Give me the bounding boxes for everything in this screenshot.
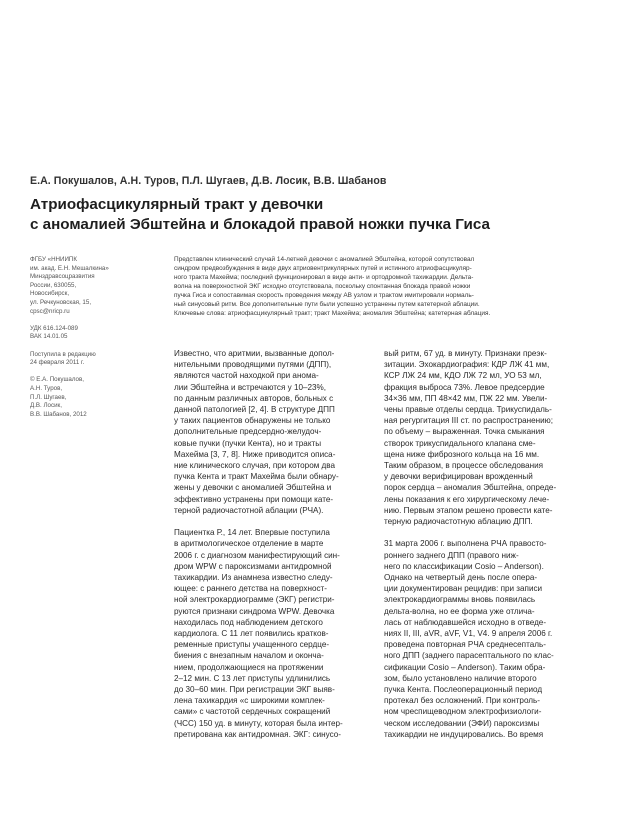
text-line: жены у девочки с аномалией Эбштейна и [174, 483, 332, 493]
abstract-line: Ключевые слова: атриофасцикулярный тракт; тракт Махейма; аномалия Эбштейна; катетерная аблация. [174, 309, 491, 317]
code-line: УДК 616.124-089 [30, 324, 78, 332]
text-line: тахикардии не индуцировались. Во время [384, 729, 544, 739]
abstract-line: Представлен клинический случай 14-летней девочки с аномалией Эбштейна, которой сопутствовал [174, 256, 475, 263]
affiliation-line: ул. Речкуновская, 15, [30, 298, 92, 306]
received-line: Поступила в редакцию [30, 350, 96, 358]
copyright-line: В.В. Шабанов, 2012 [30, 410, 87, 418]
text-line: ном чреспищеводном электрофизиологи- [384, 707, 542, 717]
text-line: сификации Cosio – Anderson). Таким обра- [384, 662, 546, 672]
received-date [30, 351, 160, 368]
text-line: по данным различных авторов, больных с [174, 393, 334, 403]
text-line: вый ритм, 67 уд. в минуту. Признаки преэк- [384, 349, 547, 358]
text-line: КСР ЛЖ 24 мм, КДО ЛЖ 72 мл, УО 53 мл, [384, 371, 542, 381]
body-column-right [384, 348, 594, 740]
text-line: эффективно устранены при помощи кате- [174, 494, 334, 504]
article-title [30, 195, 610, 235]
body-paragraph [174, 527, 369, 740]
text-line: сами» с частотой сердечных сокращений [174, 707, 331, 717]
text-line: в аритмологическое отделение в марте [174, 539, 324, 549]
text-line: претирована как антидромная. ЭКГ: синусо- [174, 729, 342, 739]
text-line: роннего заднего ДПП (правого ниж- [384, 550, 519, 560]
text-line: нием, продолжающиеся на протяжении [174, 662, 324, 672]
article-sidebar [30, 256, 160, 419]
text-line: биения с внезапным началом и оконча- [174, 651, 324, 661]
received-line: 24 февраля 2011 г. [30, 359, 85, 367]
text-line: лась от наблюдавшейся исходно в отведе- [384, 617, 547, 627]
text-line: Однако на четвертый день после опера- [384, 573, 538, 583]
text-line: щена ниже фиброзного кольца на 16 мм. [384, 449, 540, 459]
copyright-line: А.Н. Туров, [30, 384, 63, 392]
abstract-line: ного тракта Махейма; последний функционировал в виде анти- и ортодромной тахикардии. Дельта- [174, 273, 474, 281]
text-line: пучка Кента и тракт Махейма были обнару- [174, 472, 339, 482]
classification-codes [30, 325, 160, 342]
text-line: ременные приступы учащенного сердце- [174, 640, 330, 650]
text-line: 31 марта 2006 г. выполнена РЧА правосто- [384, 539, 547, 549]
text-line: 34×36 мм, ПП 48×42 мм, ПЖ 22 мм. Увели- [384, 393, 548, 403]
text-line: у таких пациентов обнаружены не только [174, 416, 331, 426]
text-line: протекал без осложнений. При контроль- [384, 696, 540, 706]
body-paragraph [384, 538, 594, 740]
affiliation-block [30, 256, 160, 316]
text-line: ниях II, III, aVR, aVF, V1, V4. 9 апреля 2006 г. [384, 629, 553, 639]
text-line: ковые пучки (пучки Кента), но и тракты [174, 438, 322, 448]
affiliation-line: России, 630055, [30, 281, 77, 289]
text-line: терной радиочастотной аблации (РЧА). [174, 505, 324, 515]
copyright-line: © Е.А. Покушалов, [30, 376, 84, 384]
abstract-line: пучка Гиса и сопоставимая скорость проведения между АВ узлом и трактом имитировали нормаль- [174, 291, 474, 299]
text-line: Таким образом, в процессе обследования [384, 461, 544, 471]
abstract [174, 256, 604, 319]
text-line: ной электрокардиограмме (ЭКГ) регистри- [174, 595, 335, 605]
title-line: с аномалией Эбштейна и блокадой правой ножки пучка Гиса [30, 216, 490, 233]
body-column-left [174, 348, 369, 740]
text-line: ющее: с раннего детства на поверхност- [174, 584, 327, 594]
text-line: зом, было установлено наличие второго [384, 673, 537, 683]
text-line: до 30–60 мин. При регистрации ЭКГ выяв- [174, 685, 335, 695]
text-line: данной патологией [2, 4]. В структуре ДПП [174, 405, 335, 415]
text-line: пучка Кента. Послеоперационный период [384, 685, 543, 695]
abstract-line: волна на поверхностной ЭКГ исходно отсутствовала, поскольку спонтанная блокада правой ножки [174, 282, 471, 290]
text-line: у девочки верифицирован врожденный [384, 472, 533, 482]
text-line: кардиолога. С 11 лет появились кратков- [174, 629, 329, 639]
text-line: 2–12 мин. С 13 лет приступы удлинились [174, 673, 331, 683]
body-paragraph [384, 348, 594, 527]
title-line: Атриофасцикулярный тракт у девочки [30, 196, 324, 213]
text-line: ческом исследовании (ЭФИ) пароксизмы [384, 718, 540, 728]
text-line: являются частой находкой при анома- [174, 371, 319, 381]
text-line: лены показания к его хирургическому лече- [384, 494, 550, 504]
affiliation-line: Минздравсоцразвития [30, 273, 95, 281]
authors-line: Е.А. Покушалов, А.Н. Туров, П.Л. Шугаев, Д.В. Лосик, В.В. Шабанов [30, 175, 387, 187]
affiliation-line: им. акад. Е.Н. Мешалкина» [30, 264, 109, 272]
text-line: дром WPW с пароксизмами антидромной [174, 561, 332, 571]
text-line: терную радиочастотную аблацию ДПП. [384, 517, 533, 527]
text-line: чены правые отделы сердца. Трикуспидаль- [384, 405, 552, 415]
text-line: него по классификации Cosio – Anderson). [384, 561, 544, 571]
copyright-line: П.Л. Шугаев, [30, 393, 67, 401]
text-line: нительными проводящими путями (ДПП), [174, 360, 332, 370]
text-line: находилась под наблюдением детского [174, 617, 323, 627]
text-line: ного ДПП (заднего парасептального по клас- [384, 651, 554, 661]
text-line: руются признаки синдрома WPW. Девочка [174, 606, 335, 616]
text-line: Известно, что аритмии, вызванные допол- [174, 349, 335, 358]
affiliation-line: cpsc@nricp.ru [30, 307, 70, 315]
text-line: дополнительные предсердно-желудоч- [174, 427, 322, 437]
text-line: ная регургитация III ст. по распространению; [384, 416, 553, 426]
text-line: по объему – выраженная. Точка смыкания [384, 427, 545, 437]
text-line: нию. Первым этапом решено провести кате- [384, 505, 553, 515]
text-line: тахикардии. Из анамнеза известно следу- [174, 573, 333, 583]
abstract-line: синдром предвозбуждения в виде двух атриовентрикулярных путей и истинного атриофасцикуляр- [174, 264, 472, 272]
text-line: порок сердца – аномалия Эбштейна, опреде- [384, 483, 557, 493]
affiliation-line: Новосибирск, [30, 290, 70, 298]
text-line: лена тахикардия «с широкими комплек- [174, 696, 325, 706]
text-line: проведена повторная РЧА среднесепталь- [384, 640, 546, 650]
text-line: ции документирован рецидив: при записи [384, 584, 543, 594]
text-line: ние клинического случая, при котором два [174, 461, 336, 471]
text-line: фракция выброса 73%. Левое предсердие [384, 382, 545, 392]
copyright-line: Д.В. Лосик, [30, 402, 62, 410]
copyright-block [30, 376, 160, 419]
text-line: Пациентка Р., 14 лет. Впервые поступила [174, 528, 330, 538]
code-line: ВАК 14.01.05 [30, 333, 68, 341]
text-line: зитации. Эхокардиография: КДР ЛЖ 41 мм, [384, 360, 550, 370]
text-line: створок трикуспидального клапана сме- [384, 438, 536, 448]
text-line: электрокардиограммы вновь появилась [384, 595, 536, 605]
text-line: 2006 г. с диагнозом манифестирующий син- [174, 550, 340, 560]
text-line: (ЧСС) 150 уд. в минуту, которая была интер- [174, 718, 343, 728]
abstract-line: ный синусовый ритм. Все дополнительные пути были успешно устранены путем катетерной аблации. [174, 300, 480, 308]
text-line: Махейма [3, 7, 8]. Ниже приводится описа- [174, 449, 336, 459]
text-line: дельта-волна, но ее форма уже отлича- [384, 606, 535, 616]
affiliation-line: ФГБУ «ННИИПК [30, 256, 77, 263]
body-paragraph [174, 348, 369, 516]
text-line: лии Эбштейна и встречаются у 10–23%, [174, 382, 327, 392]
